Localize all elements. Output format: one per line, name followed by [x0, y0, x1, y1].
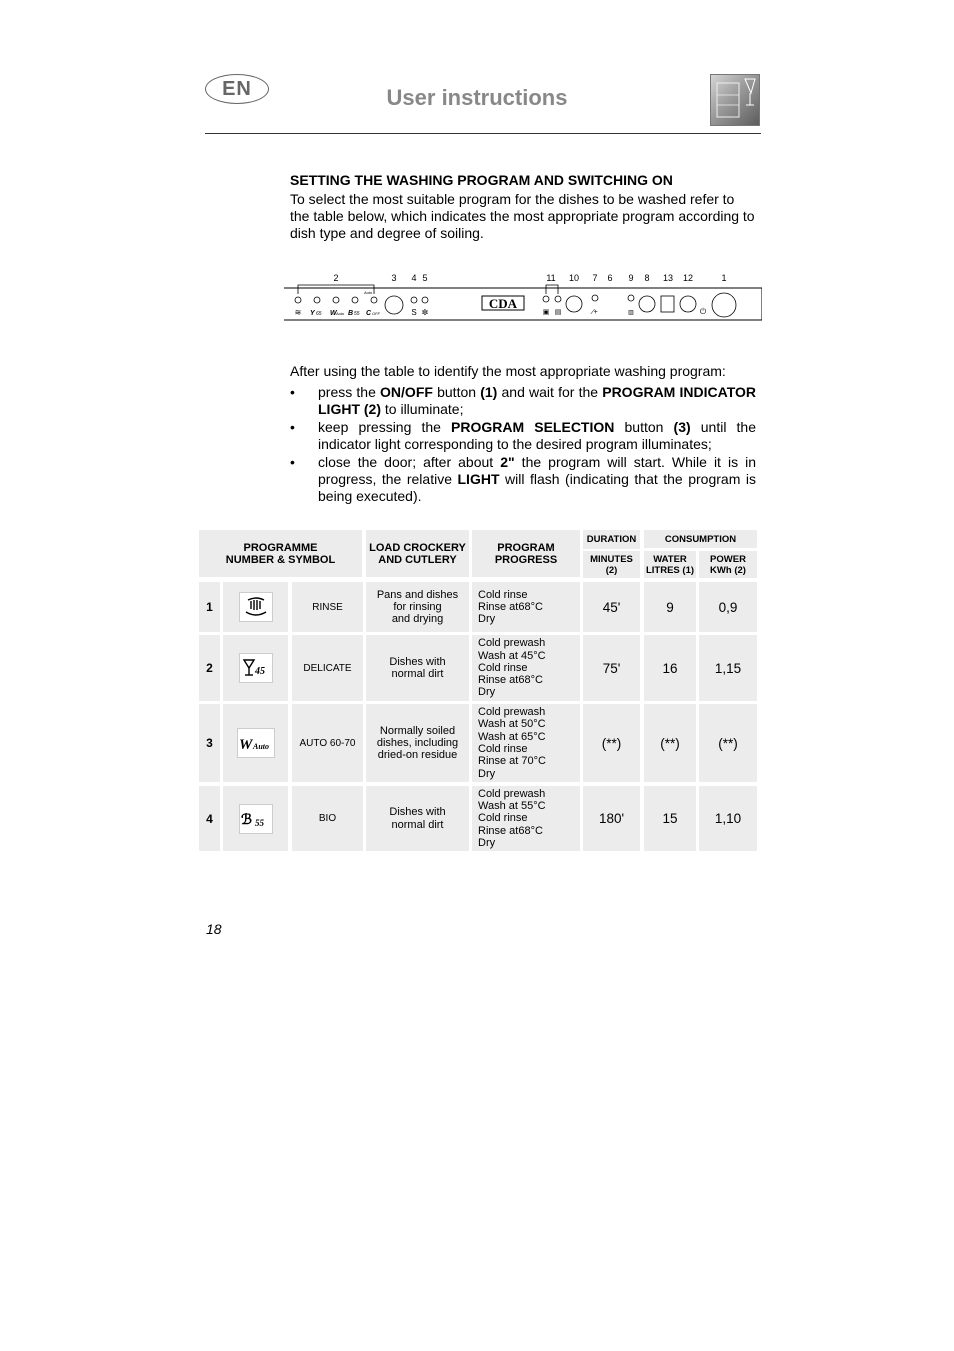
row-4-name: BIO	[292, 786, 363, 851]
svg-text:ℬ: ℬ	[240, 812, 252, 828]
language-badge: EN	[205, 74, 269, 104]
bio-program-icon	[239, 804, 273, 834]
rinse-aid-icon: ✼	[421, 308, 429, 317]
rinse-icon	[239, 592, 273, 622]
list-item: • press the ON/OFF button (1) and wait for the PROGRAM INDICATOR LIGHT (2) to illuminate;	[290, 384, 756, 417]
row-2-number: 2	[199, 635, 220, 701]
row-2-power: 1,15	[699, 635, 757, 701]
row-1-name: RINSE	[292, 582, 363, 632]
row-2-minutes: 75'	[583, 635, 640, 701]
auto-symbol-icon: W	[330, 310, 337, 317]
header-progress: PROGRAM PROGRESS	[472, 530, 580, 577]
instruction-list	[290, 384, 756, 506]
dishwasher-photo-icon	[710, 74, 760, 126]
brand-logo: CDA	[488, 296, 518, 311]
header-divider	[205, 133, 761, 134]
panel-mark-off: OFF	[372, 311, 380, 316]
row-2-name: DELICATE	[292, 635, 363, 701]
panel-label-8: 8	[644, 273, 650, 283]
row-2-icon-cell	[223, 635, 288, 701]
row-2-progress: Cold prewash Wash at 45°C Cold rinse Rinse at68°C Dry	[472, 635, 580, 701]
panel-label-9: 9	[628, 273, 634, 283]
panel-mark-auto: Auto	[336, 311, 345, 316]
power-icon: ⏻	[699, 307, 707, 316]
header-duration: DURATION	[583, 530, 640, 549]
panel-label-5: 5	[422, 273, 428, 283]
page-title: User instructions	[386, 85, 568, 110]
list-item: • close the door; after about 2" the program will start. While it is in progress, the relative LIGHT will flash (indicating that the program is being executed).	[290, 454, 756, 504]
rinse-symbol-icon: ≋	[294, 308, 302, 317]
row-3-power: (**)	[699, 704, 757, 782]
row-3-progress: Cold prewash Wash at 50°C Wash at 65°C Cold rinse Rinse at 70°C Dry	[472, 704, 580, 782]
row-2-load: Dishes with normal dirt	[366, 635, 469, 701]
bio-symbol-icon: B	[348, 310, 354, 317]
auto-program-icon	[237, 728, 275, 758]
panel-mark-55: 55	[354, 311, 360, 317]
row-1-progress: Cold rinse Rinse at68°C Dry	[472, 582, 580, 632]
section-heading: SETTING THE WASHING PROGRAM AND SWITCHING ON	[290, 172, 673, 188]
panel-label-12: 12	[682, 273, 694, 283]
row-3-water: (**)	[644, 704, 696, 782]
row-4-minutes: 180'	[583, 786, 640, 851]
row-3-icon-cell	[223, 704, 288, 782]
row-4-power: 1,10	[699, 786, 757, 851]
row-3-load: Normally soiled dishes, including dried-on residue	[366, 704, 469, 782]
header-minutes: MINUTES (2)	[583, 551, 640, 578]
row-4-icon-cell	[223, 786, 288, 851]
row-4-load: Dishes with normal dirt	[366, 786, 469, 851]
panel-label-1: 1	[721, 273, 727, 283]
header-power: POWER KWh (2)	[699, 551, 757, 578]
row-2-icon-label: 45	[254, 666, 265, 677]
panel-label-13: 13	[662, 273, 674, 283]
panel-auto-small-label: Auto	[364, 290, 373, 295]
row-4-number: 4	[199, 786, 220, 851]
off-symbol-icon: C	[366, 310, 372, 317]
row-1-power: 0,9	[699, 582, 757, 632]
row-4-water: 15	[644, 786, 696, 851]
row-3-minutes: (**)	[583, 704, 640, 782]
panel-label-2: 2	[333, 273, 339, 283]
header-water: WATER LITRES (1)	[644, 551, 696, 578]
row-1-water: 9	[644, 582, 696, 632]
header-consumption: CONSUMPTION	[644, 530, 757, 548]
panel-label-4: 4	[411, 273, 417, 283]
panel-mark-65: 65	[316, 311, 322, 317]
row-1-icon-cell	[223, 582, 288, 632]
timer-icon: ▥	[628, 310, 634, 316]
row-2-water: 16	[644, 635, 696, 701]
intro-paragraph: To select the most suitable program for the dishes to be washed refer to the table below, which indicates the most appropriate program according to dish type and degree of soiling.	[290, 191, 755, 241]
row-1-minutes: 45'	[583, 582, 640, 632]
control-panel-diagram	[284, 268, 762, 324]
delicate-symbol-icon: Y	[310, 310, 315, 317]
panel-label-11: 11	[546, 273, 556, 283]
page-number: 18	[206, 921, 222, 937]
svg-text:W: W	[238, 737, 252, 753]
header-programme: PROGRAMME NUMBER & SYMBOL	[199, 530, 362, 577]
panel-label-3: 3	[391, 273, 397, 283]
row-3-number: 3	[199, 704, 220, 782]
panel-label-6: 6	[607, 273, 613, 283]
half-load-icon: ▣	[542, 309, 550, 316]
row-3-name: AUTO 60-70	[292, 704, 363, 782]
row-1-number: 1	[199, 582, 220, 632]
row-4-icon-label: 55	[254, 817, 264, 828]
delicate-glass-icon	[239, 653, 273, 683]
header-load: LOAD CROCKERY AND CUTLERY	[366, 530, 469, 577]
salt-icon: S	[411, 308, 417, 317]
tablet-icon: ▤	[554, 309, 562, 316]
panel-label-7: 7	[592, 273, 598, 283]
after-table-text: After using the table to identify the most appropriate washing program:	[290, 363, 726, 379]
row-3-icon-label: Auto	[252, 742, 269, 751]
list-item: • keep pressing the PROGRAM SELECTION button (3) until the indicator light corresponding to the desired program illuminates;	[290, 419, 757, 452]
row-4-progress: Cold prewash Wash at 55°C Cold rinse Rinse at68°C Dry	[472, 786, 580, 851]
panel-label-10: 10	[568, 273, 580, 283]
delay-icon: ⁄+	[592, 309, 598, 316]
row-1-load: Pans and dishes for rinsing and drying	[366, 582, 469, 632]
